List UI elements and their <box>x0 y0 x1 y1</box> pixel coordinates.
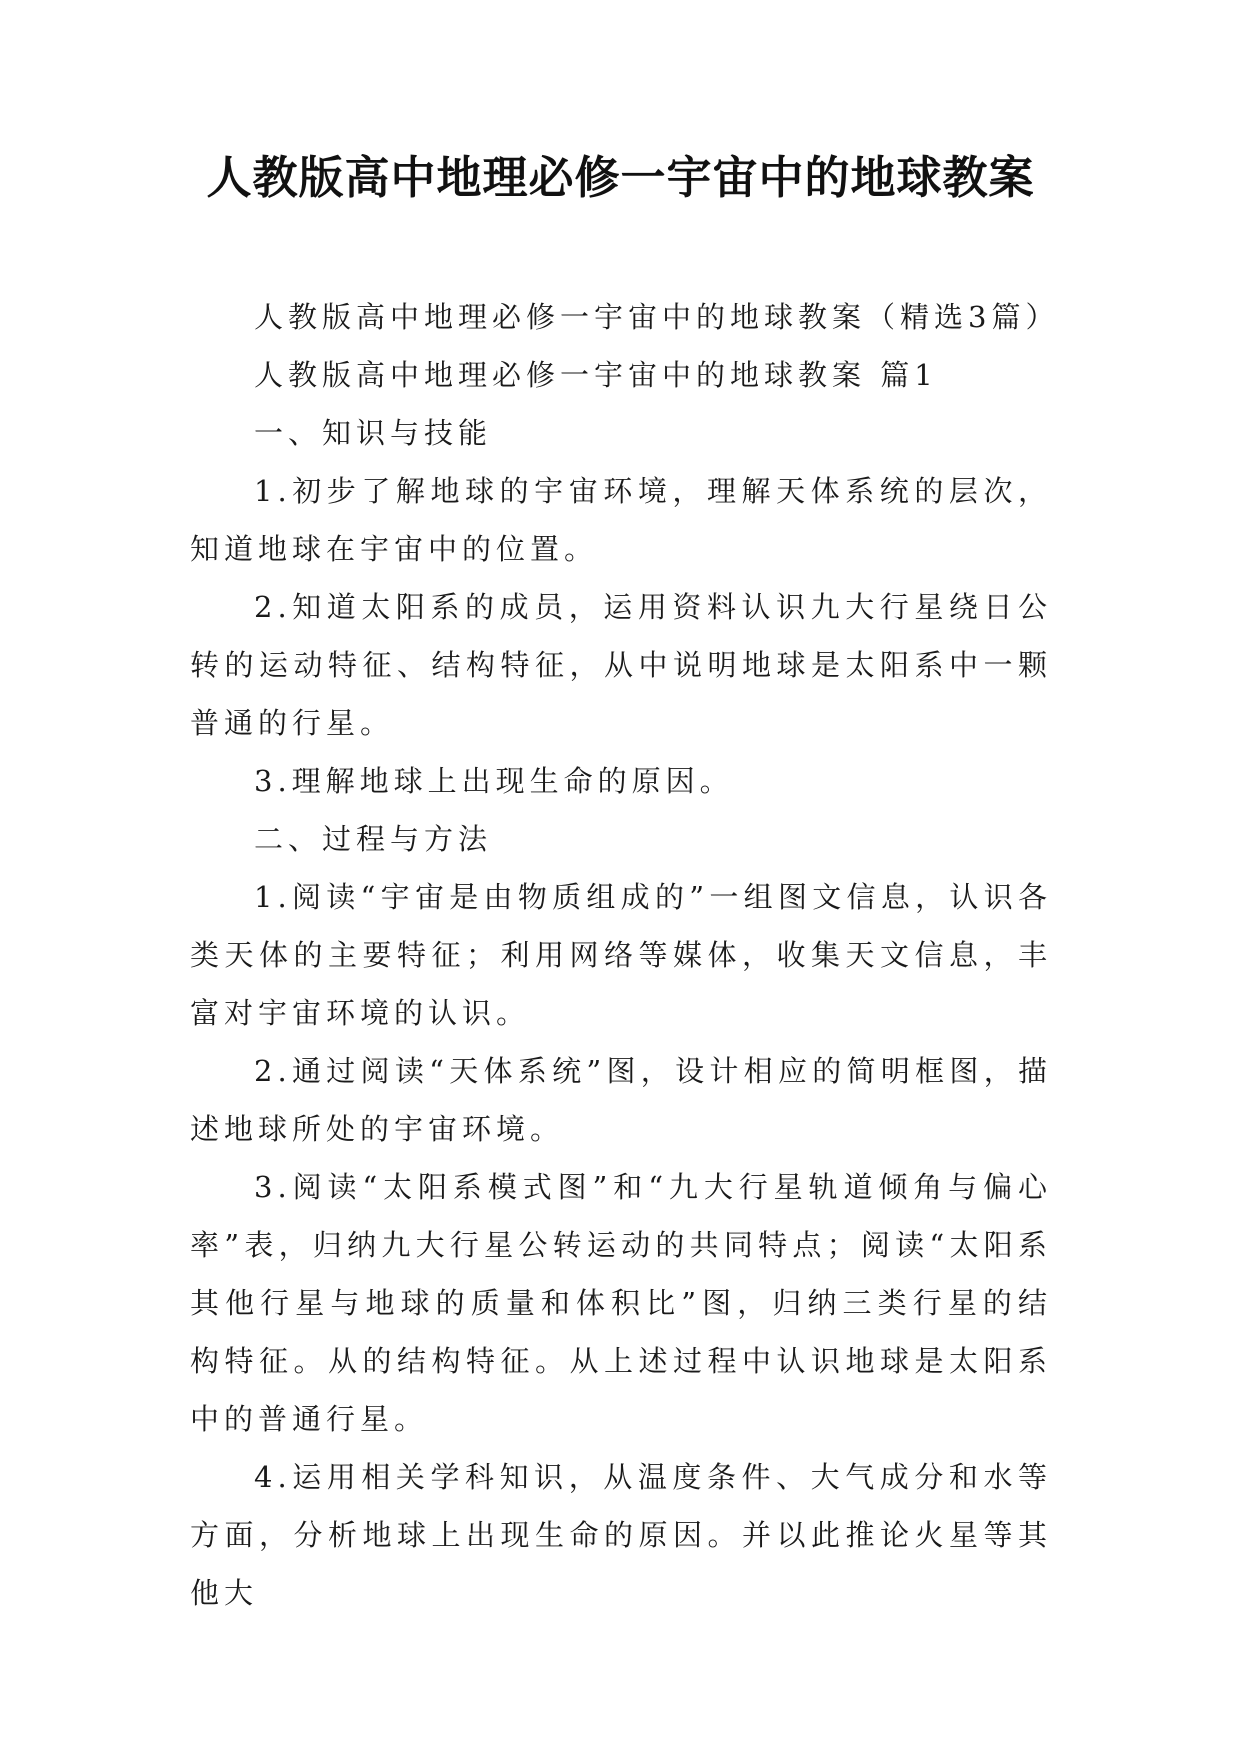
paragraph-item: 4.运用相关学科知识，从温度条件、大气成分和水等方面，分析地球上出现生命的原因。并以此推论火星等其他大 <box>190 1460 1052 1610</box>
paragraph-item: 3.理解地球上出现生命的原因。 <box>254 764 734 798</box>
document-title: 人教版高中地理必修一宇宙中的地球教案 <box>206 151 1035 204</box>
paragraph-item: 1.初步了解地球的宇宙环境，理解天体系统的层次，知道地球在宇宙中的位置。 <box>190 474 1052 566</box>
paragraph-subtitle: 人教版高中地理必修一宇宙中的地球教案（精选3篇） <box>254 300 1060 334</box>
section-heading-knowledge-skills: 一、知识与技能 <box>254 416 493 450</box>
paragraph-item: 3.阅读“太阳系模式图”和“九大行星轨道倾角与偏心率”表，归纳九大行星公转运动的共同特点；阅读“太阳系其他行星与地球的质量和体积比”图，归纳三类行星的结构特征。从的结构特征。从上述过程中认识地球是太阳系中的普通行星。 <box>190 1170 1052 1436</box>
paragraph-chapter-heading: 人教版高中地理必修一宇宙中的地球教案 篇1 <box>254 358 938 392</box>
paragraph-item: 1.阅读“宇宙是由物质组成的”一组图文信息，认识各类天体的主要特征；利用网络等媒体，收集天文信息，丰富对宇宙环境的认识。 <box>190 880 1052 1030</box>
paragraph-item: 2.通过阅读“天体系统”图，设计相应的简明框图，描述地球所处的宇宙环境。 <box>190 1054 1052 1146</box>
section-heading-process-method: 二、过程与方法 <box>254 822 493 856</box>
paragraph-item: 2.知道太阳系的成员，运用资料认识九大行星绕日公转的运动特征、结构特征，从中说明地球是太阳系中一颗普通的行星。 <box>190 590 1052 740</box>
document-body <box>190 288 1060 1622</box>
